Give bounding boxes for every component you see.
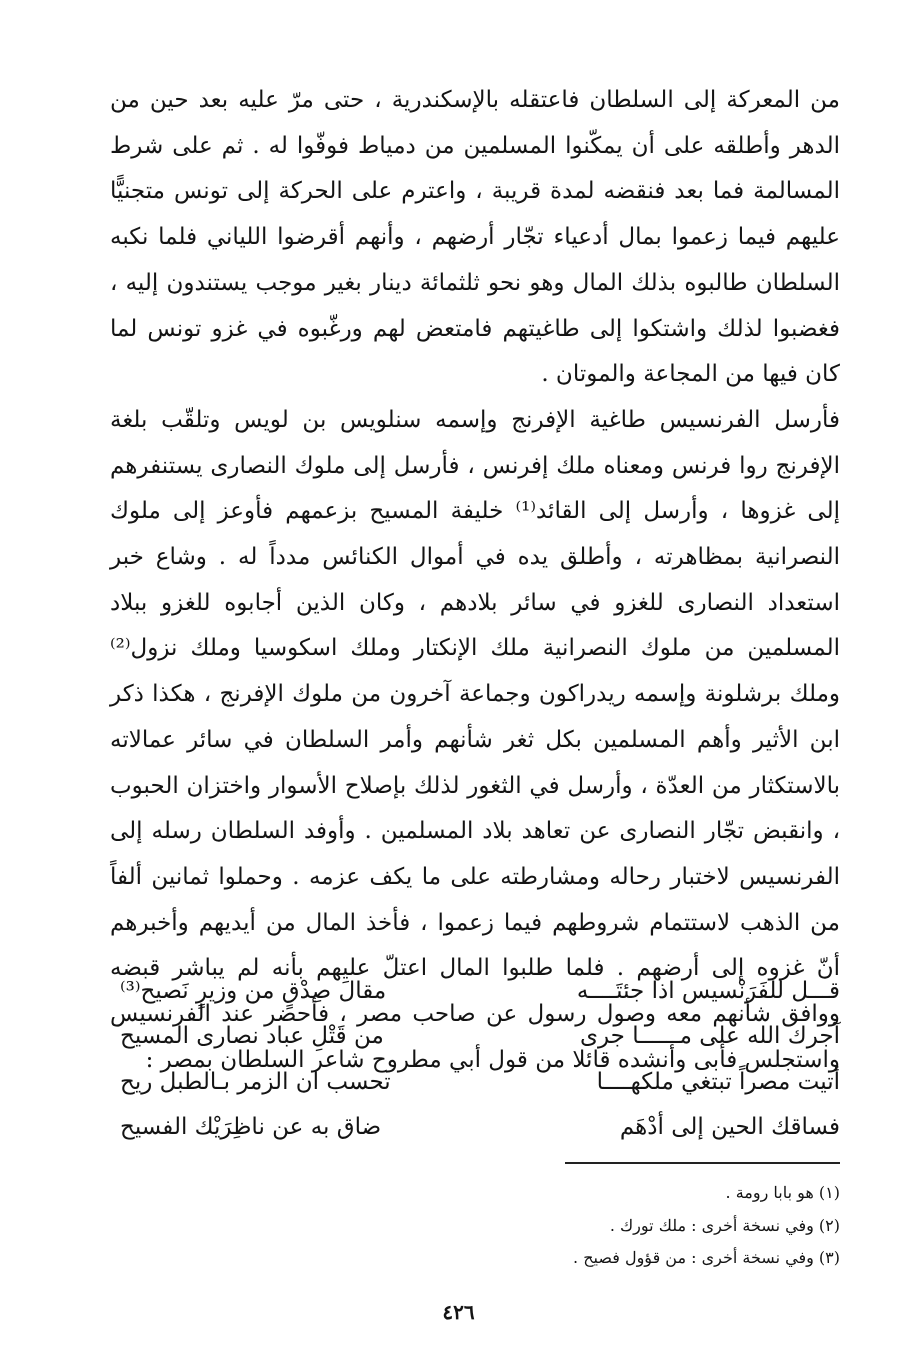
poem-verse-1 [120, 968, 840, 1014]
verse-4-first-hemistich: فساقك الحين إلى أدْهَم [619, 1114, 840, 1141]
page-number: ٤٢٦ [442, 1300, 475, 1324]
poem-verse-2 [120, 1014, 840, 1060]
footnote-divider [565, 1162, 840, 1164]
footnote-2: (٢) وفي نسخة أخرى : ملك تورك . [609, 1215, 840, 1235]
verse-3-second-hemistich: تحسب ان الزمر بـالطبل ريح [120, 1068, 391, 1095]
footnote-3: (٣) وفي نسخة أخرى : من قؤول فصيح . [573, 1248, 840, 1267]
footnotes [480, 1177, 840, 1275]
verse-1-first-hemistich: قـــل للفَرَنْسيس اذا جئتَــــه [576, 977, 840, 1004]
verse-4-second-hemistich: ضاق به عن ناظِرَيْك الفسيح [120, 1114, 382, 1141]
main-text [110, 78, 840, 1083]
paragraph-1: من المعركة إلى السلطان فاعتقله بالإسكندرية ، حتى مرّ عليه بعد حين من الدهر وأطلقه على أن يمكّنوا المسلمين من دمياط فوفّوا له . ثم على شرط المسالمة فما بعد فنقضه لمدة قريبة ، واعترم على الحركة إلى تونس متجنيًّا عليهم فيما زعموا بمال أدعياء تجّار أرضهم ، وأنهم أقرضوا اللياني فلما نكبه السلطان طالبوه بذلك المال وهو نحو ثلثمائة دينار بغير موجب يستندون إليه ، فغضبوا لذلك واشتكوا إلى طاغيتهم فامتعض لهم ورغّبوه في غزو تونس لما كان فيها من المجاعة والموتان . [110, 87, 840, 388]
verse-2-second-hemistich: من قَتْلِ عباد نصارى المسيح [120, 1023, 384, 1050]
verse-2-first-hemistich: آجرك الله على مــــــا جرى [579, 1023, 840, 1050]
poem-verse-4 [120, 1105, 840, 1151]
verse-1-second-hemistich: مقالَ صِدْقٍ من وزيرٍ نَصيح⁽³⁾ [120, 977, 387, 1004]
verse-3-first-hemistich: أتيت مصراً تبتغي ملكهــــا [596, 1068, 840, 1095]
footnote-1: (١) هو بابا رومة . [725, 1183, 840, 1202]
poem [120, 968, 840, 1150]
paragraph-2: فأرسل الفرنسيس طاغية الإفرنج وإسمه سنلويس بن لويس وتلقّب بلغة الإفرنج روا فرنس ومعناه ملك إفرنس ، فأرسل إلى ملوك النصارى يستنفرهم إلى غزوها ، وأرسل إلى القائد⁽¹⁾ خليفة المسيح بزعمهم فأوعز إلى ملوك النصرانية بمظاهرته ، وأطلق يده في أموال الكنائس مدداً له . وشاع خبر استعداد النصارى للغزو في سائر بلادهم ، وكان الذين أجابوه للغزو ببلاد المسلمين من ملوك النصرانية ملك الإنكتار وملك اسكوسيا وملك نزول⁽²⁾ وملك برشلونة وإسمه ريدراكون وجماعة آخرون من ملوك الإفرنج ، هكذا ذكر ابن الأثير وأهم المسلمين بكل ثغر شأنهم وأمر السلطان في سائر عمالاته بالاستكثار من العدّة ، وأرسل في الثغور لذلك بإصلاح الأسوار واختزان الحبوب ، وانقبض تجّار النصارى عن تعاهد بلاد المسلمين . وأوفد السلطان رسله إلى الفرنسيس لاختبار رحاله ومشارطته على ما يكف عزمه . وحملوا ثمانين ألفاً من الذهب لاستتمام شروطهم فيما زعموا ، فأخذ المال من أيديهم وأخبرهم أنّ غزوه إلى أرضهم . فلما طلبوا المال اعتلّ عليهم بأنه لم يباشر قبضه ووافق شأنهم معه وصول رسول عن صاحب مصر ، فأحضر عند الفرنسيس واستجلس فأبى وأنشده قائلا من قول أبي مطروح شاعر السلطان بمصر : [110, 406, 840, 1073]
poem-verse-3 [120, 1059, 840, 1105]
